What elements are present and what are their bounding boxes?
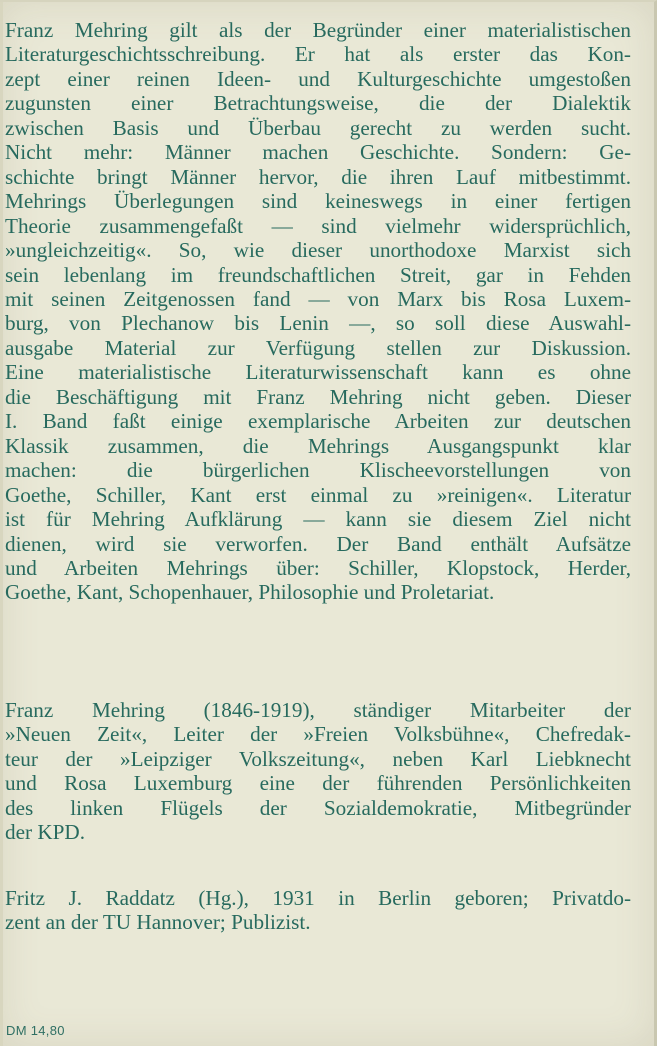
text-line: zugunsten einer Betrachtungsweise, die der Dialektik: [5, 91, 631, 116]
text-line: machen: die bürgerlichen Klischeevorstellungen von: [5, 458, 631, 483]
text-line: Goethe, Kant, Schopenhauer, Philosophie und Proletariat.: [5, 580, 495, 605]
text-line: teur der »Leipziger Volkszeitung«, neben Karl Liebknecht: [5, 746, 631, 771]
text-line: und Arbeiten Mehrings über: Schiller, Klopstock, Herder,: [5, 555, 631, 580]
cover-edge: [0, 2, 3, 1046]
text-line: »ungleichzeitig«. So, wie dieser unorthodoxe Marxist sich: [5, 238, 631, 263]
text-line: sein lebenlang im freundschaftlichen Streit, gar in Fehden: [5, 262, 631, 287]
text-line: Nicht mehr: Männer machen Geschichte. Sondern: Ge-: [5, 140, 631, 165]
text-line: I. Band faßt einige exemplarische Arbeiten zur deutschen: [5, 409, 631, 434]
text-line: zwischen Basis und Überbau gerecht zu werden sucht.: [5, 115, 631, 140]
text-line: schichte bringt Männer hervor, die ihren Lauf mitbestimmt.: [5, 164, 631, 189]
author-bio-paragraph: [5, 698, 631, 845]
text-line: dienen, wird sie verworfen. Der Band enthält Aufsätze: [5, 531, 631, 556]
text-line: zept einer reinen Ideen- und Kulturgeschichte umgestoßen: [5, 66, 631, 91]
text-line: Klassik zusammen, die Mehrings Ausgangspunkt klar: [5, 433, 631, 458]
text-line: Franz Mehring (1846-1919), ständiger Mitarbeiter der: [5, 698, 631, 722]
text-line: burg, von Plechanow bis Lenin —, so soll diese Auswahl-: [5, 311, 631, 336]
text-line: »Neuen Zeit«, Leiter der »Freien Volksbühne«, Chefredak-: [5, 722, 631, 747]
text-line: und Rosa Luxemburg eine der führenden Persönlichkeiten: [5, 771, 631, 796]
text-line: Theorie zusammengefaßt — sind vielmehr widersprüchlich,: [5, 213, 631, 238]
price-label: DM 14,80: [6, 1023, 65, 1038]
editor-bio-paragraph: [5, 886, 631, 935]
text-line: des linken Flügels der Sozialdemokratie, Mitbegründer: [5, 795, 631, 820]
text-line: Literaturgeschichtsschreibung. Er hat als erster das Kon-: [5, 42, 631, 67]
text-line: Franz Mehring gilt als der Begründer einer materialistischen: [5, 18, 631, 42]
blurb-paragraph-1: [5, 18, 631, 605]
text-line: Fritz J. Raddatz (Hg.), 1931 in Berlin geboren; Privatdo-: [5, 886, 631, 910]
text-line: ausgabe Material zur Verfügung stellen zur Diskussion.: [5, 335, 631, 360]
text-line: Eine materialistische Literaturwissenschaft kann es ohne: [5, 360, 631, 385]
text-line: zent an der TU Hannover; Publizist.: [5, 910, 311, 935]
text-line: der KPD.: [5, 820, 86, 845]
text-line: die Beschäftigung mit Franz Mehring nicht geben. Dieser: [5, 384, 631, 409]
text-line: Goethe, Schiller, Kant erst einmal zu »reinigen«. Literatur: [5, 482, 631, 507]
text-line: Mehrings Überlegungen sind keineswegs in einer fertigen: [5, 189, 631, 214]
text-line: ist für Mehring Aufklärung — kann sie diesem Ziel nicht: [5, 507, 631, 532]
text-line: mit seinen Zeitgenossen fand — von Marx bis Rosa Luxem-: [5, 286, 631, 311]
